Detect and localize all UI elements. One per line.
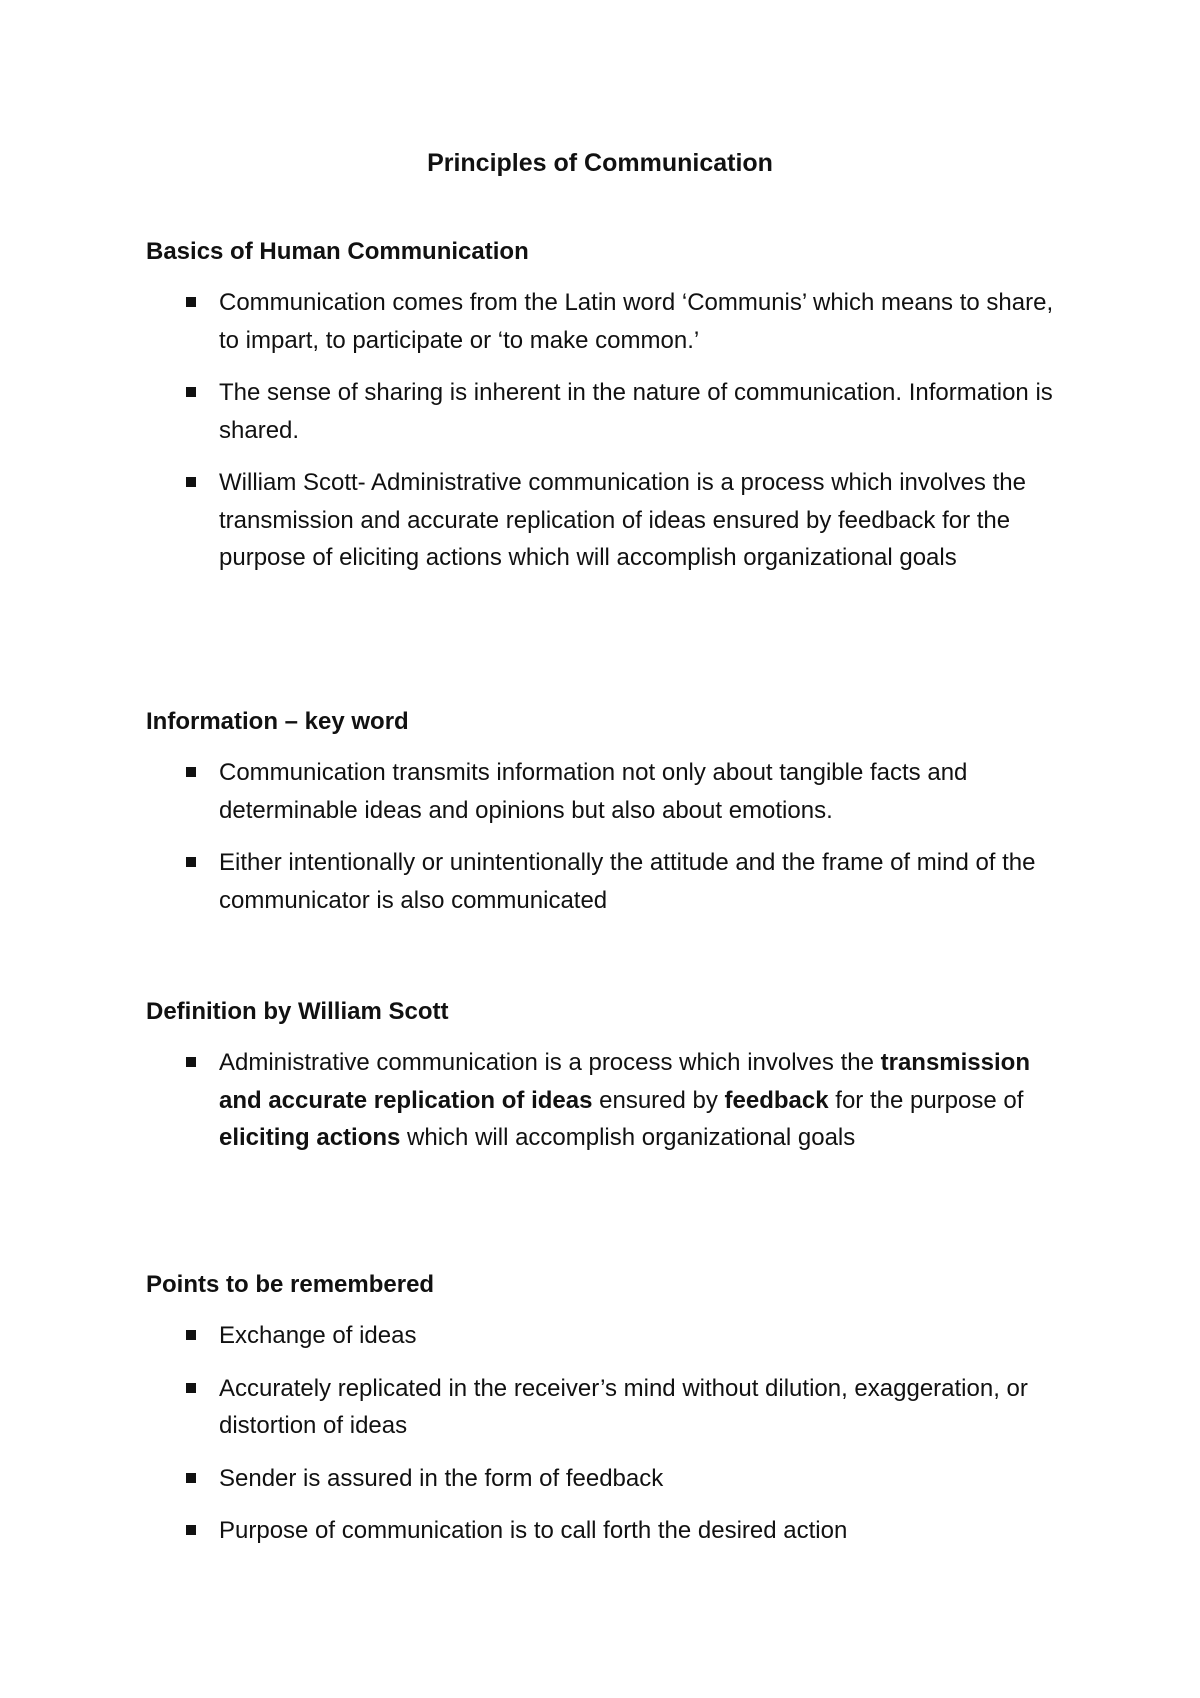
- list-item-text: Communication transmits information not only about tangible facts and determinable ideas and opinions but also about emotions.: [219, 759, 968, 824]
- definition-emphasis: eliciting actions: [219, 1124, 401, 1151]
- section-information: [146, 705, 1066, 934]
- list-item-text: Accurately replicated in the receiver’s mind without dilution, exaggeration, or distortion of ideas: [219, 1374, 1028, 1439]
- list-item: [146, 1370, 1066, 1445]
- square-bullet-icon: [186, 767, 196, 777]
- section-points: [146, 1268, 1066, 1565]
- section-definition: [146, 995, 1066, 1172]
- section-heading: Information – key word: [146, 708, 409, 735]
- square-bullet-icon: [186, 297, 196, 307]
- list-item-text: Purpose of communication is to call forth the desired action: [219, 1517, 848, 1544]
- square-bullet-icon: [186, 1525, 196, 1535]
- definition-emphasis: feedback: [724, 1086, 829, 1114]
- square-bullet-icon: [186, 857, 196, 867]
- list-item: [146, 844, 1066, 919]
- definition-segment: for the purpose of: [828, 1086, 1024, 1114]
- definition-emphasis: transmission and accurate replication of ideas: [219, 1049, 1030, 1114]
- list-item: [146, 1044, 1066, 1157]
- bullet-list: [146, 1044, 1066, 1157]
- list-item-text: Communication comes from the Latin word ‘Communis’ which means to share, to impart, to participate or ‘to make common.’: [219, 289, 1054, 354]
- section-basics: [146, 235, 1066, 592]
- definition-text: [219, 1049, 1030, 1151]
- square-bullet-icon: [186, 1473, 196, 1483]
- square-bullet-icon: [186, 387, 196, 397]
- list-item-text: Either intentionally or unintentionally the attitude and the frame of mind of the communicator is also communicated: [219, 849, 1036, 914]
- section-heading: Definition by William Scott: [146, 998, 449, 1025]
- section-heading: Basics of Human Communication: [146, 238, 529, 265]
- list-item: [146, 464, 1066, 577]
- list-item: [146, 1460, 1066, 1498]
- bullet-list: [146, 284, 1066, 577]
- list-item-text: Sender is assured in the form of feedback: [219, 1464, 664, 1492]
- list-item: [146, 1512, 1066, 1550]
- definition-segment: which will accomplish organizational goals: [400, 1124, 856, 1151]
- list-item: [146, 284, 1066, 359]
- list-item: [146, 754, 1066, 829]
- list-item-text: Exchange of ideas: [219, 1322, 417, 1349]
- bullet-list: [146, 754, 1066, 919]
- bullet-list: [146, 1317, 1066, 1550]
- document-title: Principles of Communication: [427, 149, 773, 177]
- list-item-text: The sense of sharing is inherent in the nature of communication. Information is shared.: [219, 379, 1053, 444]
- list-item-text: William Scott- Administrative communication is a process which involves the transmission and accurate replication of ideas ensured by feedback for the purpose of eliciting actions which will accomplish organizational goals: [219, 469, 1026, 571]
- definition-segment: Administrative communication is a process which involves the: [219, 1049, 881, 1076]
- square-bullet-icon: [186, 477, 196, 487]
- square-bullet-icon: [186, 1057, 196, 1067]
- list-item: [146, 374, 1066, 449]
- definition-segment: ensured by: [592, 1086, 725, 1114]
- square-bullet-icon: [186, 1383, 196, 1393]
- square-bullet-icon: [186, 1330, 196, 1340]
- section-heading: Points to be remembered: [146, 1271, 435, 1298]
- list-item: [146, 1317, 1066, 1355]
